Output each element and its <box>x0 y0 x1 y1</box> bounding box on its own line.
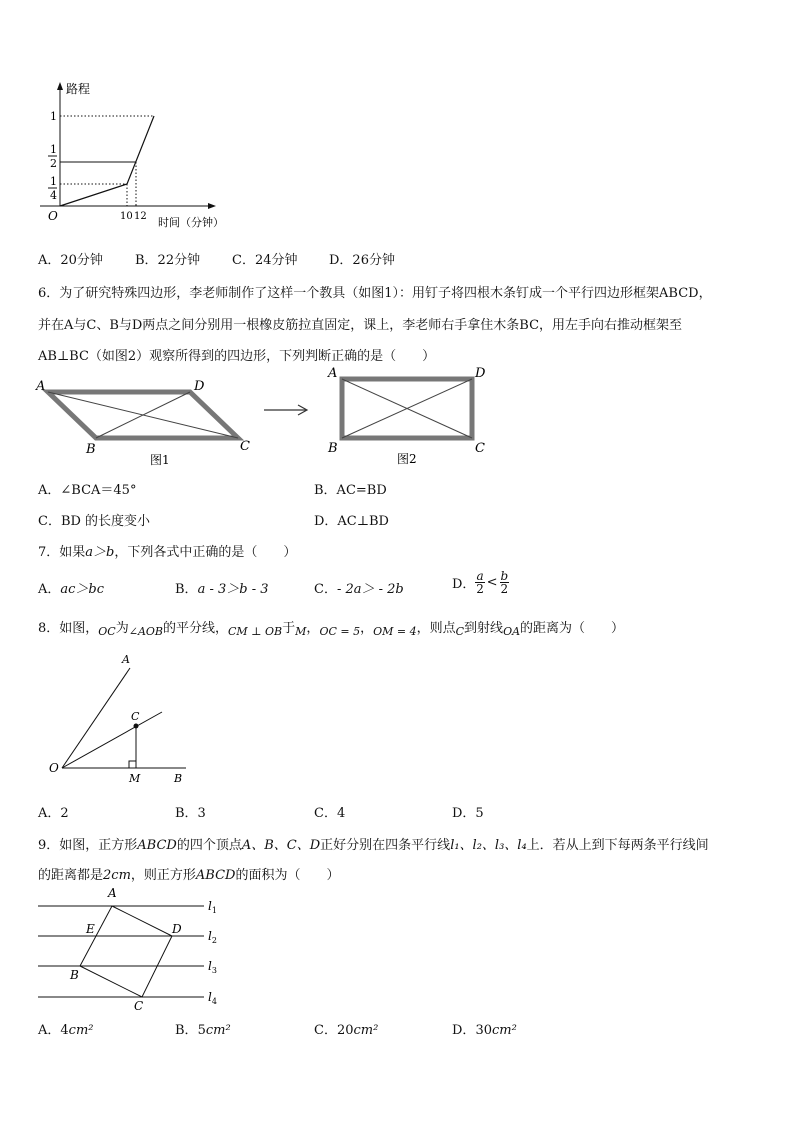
q8-oa: OA <box>503 625 521 638</box>
q7-stem <box>38 541 296 560</box>
q7-option-a-label: A． <box>38 582 61 597</box>
x-tick-12: 12 <box>134 211 147 222</box>
q9-dist: 2cm <box>103 868 131 883</box>
label-c: C <box>131 710 140 723</box>
q5-distance-time-graph <box>30 78 260 238</box>
q7-option-b[interactable] <box>175 578 269 597</box>
q9-lines: l₁、l₂、l₃、l₄ <box>450 838 527 853</box>
q6-option-d[interactable]: D．AC⊥BD <box>314 514 389 529</box>
label-c: C <box>134 999 144 1013</box>
q8-cm-perp: CM ⊥ OB <box>228 625 283 638</box>
q9-l1-mid: 的四个顶点 <box>176 838 242 853</box>
q9-option-b[interactable] <box>175 1019 231 1038</box>
q6-option-b[interactable]: B．AC=BD <box>314 483 387 498</box>
q9-option-b-label: B． <box>175 1023 198 1038</box>
square-abcd <box>80 906 172 997</box>
q9-option-d-unit: cm² <box>491 1023 517 1038</box>
q7-option-d-label: D． <box>452 577 476 592</box>
q7-option-d-frac-a: $\frac{a}{2}$ <box>476 569 484 596</box>
q7-option-d-relation: < <box>486 575 498 590</box>
q8-stem-8: 到射线 <box>464 621 504 636</box>
y-axis-arrow <box>57 82 63 90</box>
q7-option-c[interactable] <box>314 578 404 597</box>
point-c <box>134 724 139 729</box>
q6-stem-line3: AB⊥BC（如图2）观察所得到的四边形，下列判断正确的是（ ） <box>38 349 436 364</box>
q8-oc-value: OC = 5 <box>319 625 361 638</box>
q9-option-c-label: C． <box>314 1023 337 1038</box>
q8-stem-2: 为 <box>115 621 129 636</box>
q8-stem-5: ， <box>306 621 320 636</box>
q5-option-b[interactable]: B．22分钟 <box>135 253 201 268</box>
q7-condition: a＞b <box>85 545 115 560</box>
label-b: B <box>174 772 183 785</box>
q8-om-value: OM = 4 <box>373 625 417 638</box>
q7-option-c-expr: - 2a＞ - 2b <box>336 582 404 597</box>
q5-option-d[interactable]: D．26分钟 <box>329 253 395 268</box>
fig1-label-a: A <box>36 379 46 394</box>
fig1-label-c: C <box>240 439 250 454</box>
ray-oc <box>62 712 162 768</box>
label-e: E <box>86 922 95 936</box>
q9-l2-suffix: 的面积为（ ） <box>235 868 340 883</box>
q9-abcd-2: ABCD <box>195 868 236 883</box>
q6-stem-line1: 6．为了研究特殊四边形，李老师制作了这样一个教具（如图1）：用钉子将四根木条钉成一个平行四边形框架ABCD， <box>38 286 712 301</box>
q9-l2-mid: ，则正方形 <box>130 868 196 883</box>
label-a: A <box>108 886 117 900</box>
q8-c: C <box>455 625 465 638</box>
q9-option-c-num: 20 <box>336 1023 354 1038</box>
q7-option-d-frac-b: $\frac{b}{2}$ <box>500 569 509 596</box>
q6-option-a[interactable]: A．∠BCA＝45° <box>38 483 137 498</box>
fig2-caption: 图2 <box>397 452 417 466</box>
q6-stem-line2: 并在A与C、B与D两点之间分别用一根橡皮筋拉直固定，课上，李老师右手拿住木条BC，用左手向右推动框架至 <box>38 318 683 333</box>
label-l4: $l_4$ <box>208 990 217 1006</box>
q7-stem-suffix: ，下列各式中正确的是（ ） <box>114 545 297 560</box>
distance-line <box>60 116 154 206</box>
label-m: M <box>129 772 141 785</box>
right-arrow-icon <box>262 402 312 418</box>
q9-option-d-num: 30 <box>475 1023 492 1038</box>
q8-option-a[interactable]: A．2 <box>38 806 69 821</box>
label-l3: $l_3$ <box>208 959 217 975</box>
q9-vertices: A、B、C、D <box>241 838 321 853</box>
q9-l1-mid2: 正好分别在四条平行线 <box>320 838 451 853</box>
q9-option-d-label: D． <box>452 1023 476 1038</box>
y-axis-label: 路程 <box>66 82 91 96</box>
label-b: B <box>70 968 79 982</box>
q7-option-b-expr: a - 3＞b - 3 <box>197 582 269 597</box>
q7-option-b-label: B． <box>175 582 198 597</box>
x-axis-arrow <box>208 203 216 209</box>
x-axis-label: 时间（分钟） <box>158 216 224 229</box>
origin-label: O <box>48 209 58 223</box>
q5-option-c[interactable]: C．24分钟 <box>232 253 298 268</box>
q8-option-c[interactable]: C．4 <box>314 806 346 821</box>
q9-option-b-unit: cm² <box>205 1023 231 1038</box>
y-tick-quarter-den: 4 <box>50 189 57 202</box>
q8-figure <box>40 650 200 790</box>
q7-option-a[interactable] <box>38 578 104 597</box>
q8-stem-6: ， <box>360 621 374 636</box>
fig2-label-a: A <box>328 366 338 381</box>
fig2-label-c: C <box>475 441 485 456</box>
q9-l1-prefix: 9．如图，正方形 <box>38 838 138 853</box>
q9-stem-line2 <box>38 864 340 883</box>
q9-option-a-label: A． <box>38 1023 61 1038</box>
q9-option-d[interactable] <box>452 1019 517 1038</box>
fig2-label-b: B <box>328 441 338 456</box>
q9-option-a[interactable] <box>38 1019 94 1038</box>
q9-option-b-num: 5 <box>197 1023 206 1038</box>
q9-option-a-num: 4 <box>60 1023 69 1038</box>
y-tick-half-den: 2 <box>50 157 57 170</box>
q7-option-c-label: C． <box>314 582 337 597</box>
q7-option-a-expr: ac＞bc <box>60 582 105 597</box>
q9-option-a-unit: cm² <box>68 1023 94 1038</box>
ray-oa <box>62 668 130 768</box>
q8-m: M <box>295 625 307 638</box>
y-tick-half-num: 1 <box>50 143 57 156</box>
q9-l1-suffix: 上．若从上到下每两条平行线间 <box>526 838 709 853</box>
label-d: D <box>172 922 182 936</box>
label-a: A <box>122 653 130 666</box>
q8-stem <box>38 617 624 638</box>
fig1-label-b: B <box>86 442 96 457</box>
q9-figure <box>30 884 240 1014</box>
q8-stem-4: 于 <box>282 621 296 636</box>
fig1-caption: 图1 <box>150 453 170 467</box>
q7-option-d[interactable] <box>452 570 509 595</box>
q9-abcd: ABCD <box>137 838 177 853</box>
y-tick-1: 1 <box>50 110 57 123</box>
q8-stem-7: ，则点 <box>416 621 456 636</box>
q8-option-d[interactable]: D．5 <box>452 806 484 821</box>
q6-figure-1 <box>30 372 260 472</box>
q8-stem-9: 的距离为（ ） <box>520 621 625 636</box>
q9-stem-line1 <box>38 834 709 853</box>
q9-l2-prefix: 的距离都是 <box>38 868 104 883</box>
y-tick-quarter-num: 1 <box>50 175 57 188</box>
label-l1: $l_1$ <box>208 899 217 915</box>
right-angle-mark <box>129 761 136 768</box>
x-tick-10: 10 <box>120 211 133 222</box>
q7-stem-prefix: 7．如果 <box>38 545 86 560</box>
q5-option-a[interactable]: A．20分钟 <box>38 253 103 268</box>
q8-stem-3: 的平分线， <box>163 621 229 636</box>
label-l2: $l_2$ <box>208 929 217 945</box>
q8-option-b[interactable]: B．3 <box>175 806 206 821</box>
q9-option-c-unit: cm² <box>353 1023 379 1038</box>
q8-angle: ∠AOB <box>128 625 163 638</box>
q6-option-c[interactable]: C．BD 的长度变小 <box>38 514 151 529</box>
q6-figure-2 <box>325 362 495 468</box>
q8-oc: OC <box>98 625 116 638</box>
q9-option-c[interactable] <box>314 1019 378 1038</box>
label-o: O <box>49 761 59 775</box>
diagonal-bd <box>96 392 190 438</box>
q8-stem-1: 8．如图， <box>38 621 99 636</box>
fig2-label-d: D <box>475 366 486 381</box>
fig1-label-d: D <box>194 379 205 394</box>
